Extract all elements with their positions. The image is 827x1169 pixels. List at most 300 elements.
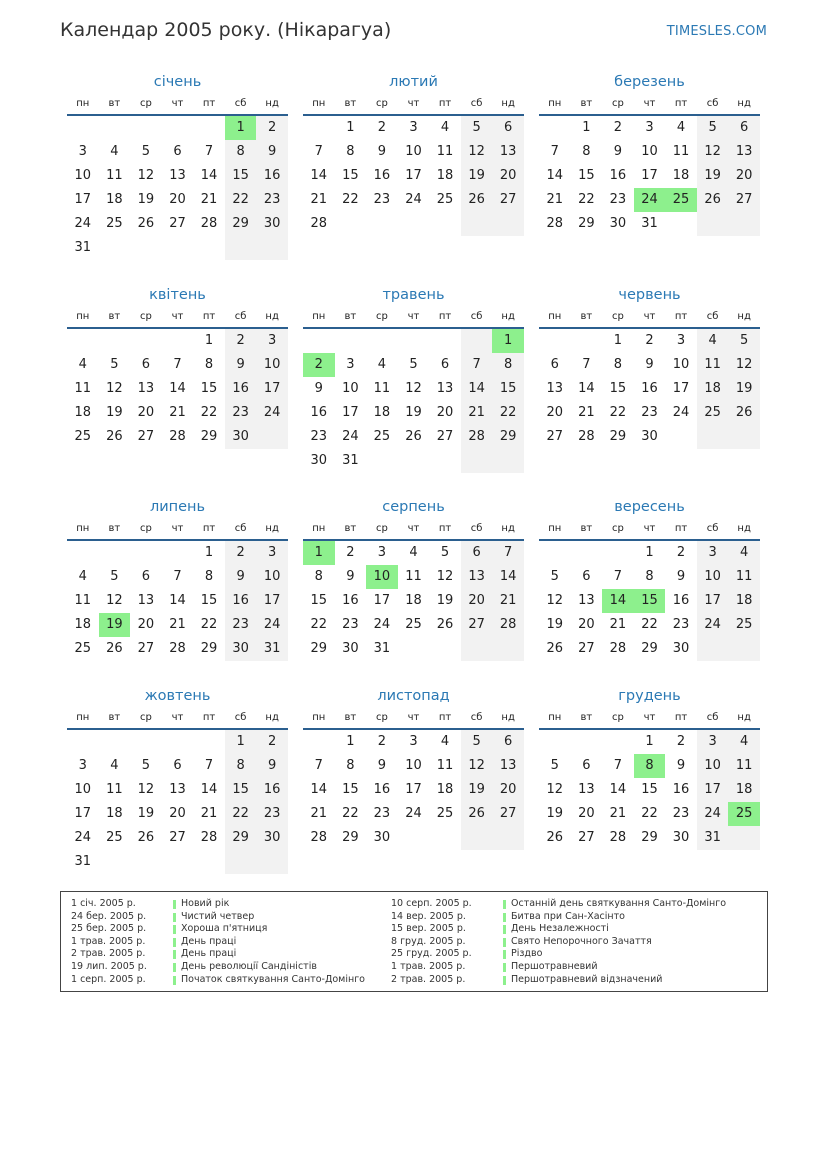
- weekday-label: чт: [643, 98, 656, 109]
- weekday-label: вт: [108, 311, 121, 322]
- day-cell: 9: [377, 758, 387, 773]
- empty-day-cell: [665, 212, 697, 236]
- day-cell: 12: [461, 140, 493, 164]
- day-cell: 22: [225, 188, 257, 212]
- day-cell: 17: [256, 589, 288, 613]
- empty-day-cell: [398, 449, 430, 473]
- month-name: вересень: [614, 499, 685, 515]
- weekday-header: [67, 307, 288, 329]
- day-cell: 5: [461, 116, 493, 140]
- day-cell: 20: [436, 405, 454, 420]
- day-cell: 9: [613, 144, 623, 159]
- day-cell: 3: [697, 730, 729, 754]
- day-cell: 9: [676, 758, 686, 773]
- day-cell: 12: [106, 381, 123, 396]
- day-cell: 22: [578, 192, 595, 207]
- day-cell: 29: [578, 216, 595, 231]
- day-cell: 11: [697, 353, 729, 377]
- day-cell: 26: [728, 401, 760, 425]
- empty-day-cell: [67, 541, 99, 565]
- day-cell: 20: [546, 405, 564, 420]
- weekday-label: вт: [580, 311, 593, 322]
- day-cell: 5: [141, 758, 151, 773]
- day-cell: 26: [436, 617, 454, 632]
- legend-date: 2 трав. 2005 р.: [391, 973, 466, 985]
- legend-holiday-name: День революції Сандіністів: [181, 960, 317, 972]
- day-cell: 13: [728, 140, 760, 164]
- day-cell: 28: [310, 216, 328, 231]
- day-cell: 7: [173, 569, 182, 584]
- day-cell: 24: [342, 429, 359, 444]
- day-cell: 17: [641, 168, 658, 183]
- day-cell: 10: [405, 144, 422, 159]
- month-name: серпень: [382, 499, 445, 515]
- day-cell: 18: [697, 377, 729, 401]
- empty-day-cell: [162, 850, 194, 874]
- day-cell: 7: [461, 353, 493, 377]
- day-cell: 14: [546, 168, 564, 183]
- empty-day-cell: [461, 212, 493, 236]
- empty-day-cell: [130, 730, 162, 754]
- weekday-label: сб: [706, 98, 719, 109]
- day-cell: 21: [200, 806, 218, 821]
- day-cell: 14: [310, 168, 328, 183]
- weekday-label: пт: [438, 712, 452, 723]
- day-cell: 10: [697, 565, 729, 589]
- month-9: [539, 495, 760, 661]
- weekday-label: сб: [234, 98, 247, 109]
- day-cell: 7: [204, 758, 214, 773]
- legend-item: [71, 911, 391, 924]
- day-cell: 8: [346, 144, 355, 159]
- legend-item: [391, 974, 761, 987]
- day-cell: 19: [137, 806, 155, 821]
- weekday-label: нд: [501, 98, 515, 109]
- day-cell: 7: [613, 569, 623, 584]
- day-cell: 3: [377, 545, 387, 560]
- empty-day-cell: [602, 541, 634, 565]
- day-cell: 5: [550, 569, 559, 584]
- day-cell: 23: [672, 806, 690, 821]
- empty-day-cell: [461, 449, 493, 473]
- weekday-label: сб: [470, 98, 483, 109]
- holiday-day-cell: 15: [634, 589, 666, 613]
- legend-item: [71, 936, 391, 949]
- day-cell: 30: [373, 830, 391, 845]
- day-cell: 23: [256, 188, 288, 212]
- weekday-label: нд: [501, 712, 515, 723]
- empty-day-cell: [303, 116, 335, 140]
- month-name: грудень: [618, 688, 681, 704]
- weekday-label: пн: [76, 712, 90, 723]
- day-cell: 28: [310, 830, 328, 845]
- empty-day-cell: [193, 236, 225, 260]
- empty-day-cell: [193, 116, 225, 140]
- weekday-label: ср: [375, 712, 388, 723]
- day-cell: 25: [697, 401, 729, 425]
- day-cell: 29: [200, 429, 218, 444]
- day-cell: 11: [74, 593, 92, 608]
- weekday-label: пт: [202, 98, 216, 109]
- day-cell: 16: [672, 782, 690, 797]
- day-cell: 16: [342, 593, 359, 608]
- day-cell: 6: [461, 541, 493, 565]
- day-cell: 25: [74, 429, 92, 444]
- holiday-color-marker: [173, 925, 176, 934]
- day-cell: 23: [310, 429, 328, 444]
- day-cell: 4: [728, 730, 760, 754]
- day-cell: 13: [169, 168, 186, 183]
- day-cell: 22: [200, 617, 218, 632]
- empty-day-cell: [398, 637, 430, 661]
- day-cell: 14: [310, 782, 328, 797]
- weekday-label: пт: [202, 712, 216, 723]
- legend-holiday-name: Свято Непорочного Зачаття: [511, 935, 652, 947]
- day-cell: 2: [377, 734, 387, 749]
- weekday-label: пн: [312, 311, 326, 322]
- day-cell: 2: [676, 545, 686, 560]
- day-cell: 8: [204, 357, 214, 372]
- empty-day-cell: [697, 637, 729, 661]
- day-cell: 17: [342, 405, 359, 420]
- day-cell: 16: [373, 168, 391, 183]
- empty-day-cell: [99, 730, 131, 754]
- day-cell: 17: [256, 377, 288, 401]
- day-cell: 3: [697, 541, 729, 565]
- day-cell: 18: [728, 589, 760, 613]
- day-cell: 3: [346, 357, 355, 372]
- legend-date: 15 вер. 2005 р.: [391, 923, 466, 935]
- empty-day-cell: [571, 541, 603, 565]
- day-cell: 4: [440, 734, 450, 749]
- empty-day-cell: [728, 826, 760, 850]
- weekday-label: сб: [470, 523, 483, 534]
- day-cell: 23: [225, 613, 257, 637]
- legend-holiday-name: День праці: [181, 935, 237, 947]
- site-link[interactable]: TIMESLES.COM: [666, 24, 767, 39]
- weekday-header: [303, 708, 524, 730]
- weekday-label: пн: [76, 98, 90, 109]
- day-grid: [539, 730, 760, 850]
- day-cell: 21: [492, 589, 524, 613]
- day-cell: 2: [676, 734, 686, 749]
- day-cell: 7: [550, 144, 559, 159]
- weekday-label: ср: [375, 311, 388, 322]
- day-cell: 21: [200, 192, 218, 207]
- day-cell: 7: [204, 144, 214, 159]
- weekday-header: [303, 307, 524, 329]
- day-cell: 19: [697, 164, 729, 188]
- day-cell: 25: [436, 192, 454, 207]
- day-cell: 24: [697, 802, 729, 826]
- day-cell: 12: [405, 381, 422, 396]
- day-cell: 28: [200, 216, 218, 231]
- weekday-label: нд: [737, 712, 751, 723]
- legend-item: [391, 936, 761, 949]
- day-cell: 28: [609, 641, 627, 656]
- day-cell: 15: [225, 778, 257, 802]
- day-cell: 3: [645, 120, 654, 135]
- day-cell: 13: [578, 782, 595, 797]
- day-cell: 9: [346, 569, 355, 584]
- empty-day-cell: [461, 826, 493, 850]
- legend-holiday-name: День Незалежності: [511, 923, 609, 935]
- day-cell: 12: [546, 593, 564, 608]
- empty-day-cell: [256, 425, 288, 449]
- empty-day-cell: [539, 730, 571, 754]
- weekday-label: пт: [674, 311, 688, 322]
- day-cell: 8: [204, 569, 214, 584]
- day-cell: 17: [697, 778, 729, 802]
- holiday-day-cell: 24: [634, 188, 666, 212]
- month-name: січень: [153, 74, 202, 90]
- legend-item: [391, 898, 761, 911]
- day-cell: 3: [676, 333, 686, 348]
- day-cell: 27: [728, 188, 760, 212]
- weekday-label: ср: [375, 98, 388, 109]
- day-cell: 6: [173, 758, 182, 773]
- day-cell: 31: [641, 216, 658, 231]
- day-cell: 28: [200, 830, 218, 845]
- empty-day-cell: [539, 116, 571, 140]
- weekday-header: [539, 307, 760, 329]
- day-cell: 26: [461, 802, 493, 826]
- day-cell: 2: [645, 333, 654, 348]
- day-cell: 1: [204, 545, 214, 560]
- weekday-label: вт: [344, 712, 357, 723]
- month-7: [67, 495, 288, 661]
- weekday-label: вт: [108, 98, 121, 109]
- day-cell: 22: [492, 401, 524, 425]
- day-cell: 19: [546, 617, 564, 632]
- day-cell: 25: [405, 617, 422, 632]
- weekday-header: [539, 94, 760, 116]
- legend-column-left: [71, 898, 391, 986]
- legend-holiday-name: Битва при Сан-Хасінто: [511, 910, 625, 922]
- day-cell: 1: [346, 734, 355, 749]
- weekday-label: вт: [344, 98, 357, 109]
- day-cell: 22: [200, 405, 218, 420]
- day-cell: 6: [582, 569, 591, 584]
- holiday-color-marker: [503, 913, 506, 922]
- weekday-label: пн: [548, 712, 562, 723]
- legend-date: 1 серп. 2005 р.: [71, 973, 146, 985]
- legend-holiday-name: Чистий четвер: [181, 910, 255, 922]
- month-1: [67, 70, 288, 260]
- day-cell: 27: [492, 802, 524, 826]
- day-cell: 10: [405, 758, 422, 773]
- day-cell: 13: [137, 593, 155, 608]
- holiday-day-cell: 1: [225, 116, 257, 140]
- day-cell: 12: [728, 353, 760, 377]
- day-cell: 3: [78, 758, 87, 773]
- day-cell: 13: [492, 140, 524, 164]
- holiday-color-marker: [503, 976, 506, 985]
- holiday-color-marker: [503, 900, 506, 909]
- legend-holiday-name: Першотравневий: [511, 960, 598, 972]
- day-cell: 20: [137, 617, 155, 632]
- legend-holiday-name: Останній день святкування Санто-Домінго: [511, 898, 727, 909]
- day-cell: 6: [141, 357, 151, 372]
- day-cell: 26: [697, 188, 729, 212]
- weekday-label: нд: [737, 98, 751, 109]
- weekday-header: [67, 708, 288, 730]
- day-cell: 15: [342, 168, 359, 183]
- day-cell: 1: [204, 333, 214, 348]
- empty-day-cell: [303, 329, 335, 353]
- legend-date: 19 лип. 2005 р.: [71, 960, 147, 972]
- day-cell: 15: [200, 381, 218, 396]
- day-cell: 18: [436, 168, 454, 183]
- day-cell: 23: [256, 802, 288, 826]
- day-cell: 15: [641, 782, 658, 797]
- day-cell: 4: [377, 357, 387, 372]
- legend-item: [71, 948, 391, 961]
- day-cell: 16: [256, 164, 288, 188]
- month-12: [539, 684, 760, 850]
- day-cell: 24: [256, 401, 288, 425]
- day-cell: 4: [409, 545, 418, 560]
- day-cell: 26: [137, 216, 155, 231]
- day-grid: [67, 116, 288, 260]
- day-cell: 11: [672, 144, 690, 159]
- empty-day-cell: [99, 329, 131, 353]
- month-name: червень: [618, 287, 681, 303]
- day-cell: 22: [342, 806, 359, 821]
- day-cell: 8: [613, 357, 623, 372]
- weekday-label: чт: [171, 523, 184, 534]
- day-cell: 4: [697, 329, 729, 353]
- weekday-label: ср: [139, 311, 152, 322]
- day-cell: 16: [310, 405, 328, 420]
- day-grid: [67, 541, 288, 661]
- day-cell: 11: [728, 565, 760, 589]
- day-cell: 5: [697, 116, 729, 140]
- day-cell: 3: [256, 541, 288, 565]
- legend-item: [71, 898, 391, 911]
- day-cell: 7: [173, 357, 182, 372]
- day-cell: 22: [641, 806, 658, 821]
- empty-day-cell: [429, 212, 461, 236]
- empty-day-cell: [492, 212, 524, 236]
- empty-day-cell: [162, 541, 194, 565]
- weekday-label: ср: [611, 712, 624, 723]
- empty-day-cell: [366, 329, 398, 353]
- month-8: [303, 495, 524, 661]
- empty-day-cell: [366, 449, 398, 473]
- weekday-label: пн: [548, 523, 562, 534]
- day-cell: 25: [728, 613, 760, 637]
- day-cell: 4: [110, 758, 119, 773]
- day-cell: 11: [405, 569, 422, 584]
- empty-day-cell: [335, 212, 367, 236]
- day-cell: 31: [256, 637, 288, 661]
- empty-day-cell: [162, 329, 194, 353]
- month-name: липень: [149, 499, 206, 515]
- day-cell: 30: [225, 637, 257, 661]
- day-cell: 26: [106, 641, 123, 656]
- holiday-day-cell: 19: [99, 613, 131, 637]
- weekday-label: пт: [202, 523, 216, 534]
- empty-day-cell: [571, 329, 603, 353]
- weekday-label: вт: [108, 523, 121, 534]
- day-cell: 17: [74, 806, 92, 821]
- empty-day-cell: [130, 236, 162, 260]
- day-cell: 25: [106, 830, 123, 845]
- day-cell: 15: [200, 593, 218, 608]
- legend-holiday-name: День праці: [181, 948, 237, 960]
- weekday-header: [539, 519, 760, 541]
- month-name: лютий: [389, 74, 438, 90]
- weekday-label: ср: [611, 523, 624, 534]
- weekday-label: вт: [580, 712, 593, 723]
- day-cell: 23: [342, 617, 359, 632]
- day-cell: 17: [405, 782, 422, 797]
- day-cell: 3: [409, 120, 418, 135]
- day-cell: 1: [645, 734, 654, 749]
- day-cell: 30: [256, 212, 288, 236]
- day-cell: 8: [225, 140, 257, 164]
- day-grid: [67, 730, 288, 874]
- day-cell: 15: [492, 377, 524, 401]
- empty-day-cell: [99, 541, 131, 565]
- day-cell: 12: [461, 754, 493, 778]
- weekday-label: сб: [706, 712, 719, 723]
- day-cell: 7: [582, 357, 591, 372]
- day-cell: 27: [137, 429, 155, 444]
- day-cell: 17: [373, 593, 391, 608]
- day-cell: 27: [137, 641, 155, 656]
- day-cell: 30: [672, 830, 690, 845]
- day-cell: 2: [256, 116, 288, 140]
- day-cell: 20: [169, 192, 186, 207]
- month-5: [303, 283, 524, 473]
- empty-day-cell: [335, 329, 367, 353]
- weekday-label: чт: [643, 311, 656, 322]
- legend-date: 8 груд. 2005 р.: [391, 935, 466, 947]
- day-cell: 4: [440, 120, 450, 135]
- legend-date: 1 трав. 2005 р.: [391, 960, 466, 972]
- day-cell: 19: [137, 192, 155, 207]
- weekday-label: вт: [344, 311, 357, 322]
- empty-day-cell: [492, 826, 524, 850]
- empty-day-cell: [492, 637, 524, 661]
- day-cell: 23: [373, 806, 391, 821]
- day-cell: 9: [645, 357, 654, 372]
- day-cell: 22: [609, 405, 627, 420]
- legend-date: 1 трав. 2005 р.: [71, 935, 146, 947]
- holiday-day-cell: 8: [634, 754, 666, 778]
- empty-day-cell: [366, 212, 398, 236]
- legend-date: 10 серп. 2005 р.: [391, 898, 472, 909]
- day-cell: 31: [342, 453, 359, 468]
- empty-day-cell: [162, 116, 194, 140]
- day-cell: 1: [225, 730, 257, 754]
- day-cell: 1: [613, 333, 623, 348]
- day-cell: 5: [440, 545, 450, 560]
- day-cell: 31: [74, 854, 92, 869]
- day-cell: 18: [74, 617, 92, 632]
- empty-day-cell: [256, 850, 288, 874]
- day-cell: 29: [225, 826, 257, 850]
- legend-item: [71, 974, 391, 987]
- day-cell: 30: [342, 641, 359, 656]
- day-cell: 3: [78, 144, 87, 159]
- weekday-label: вт: [344, 523, 357, 534]
- day-cell: 5: [461, 730, 493, 754]
- weekday-label: ср: [611, 311, 624, 322]
- day-grid: [303, 329, 524, 473]
